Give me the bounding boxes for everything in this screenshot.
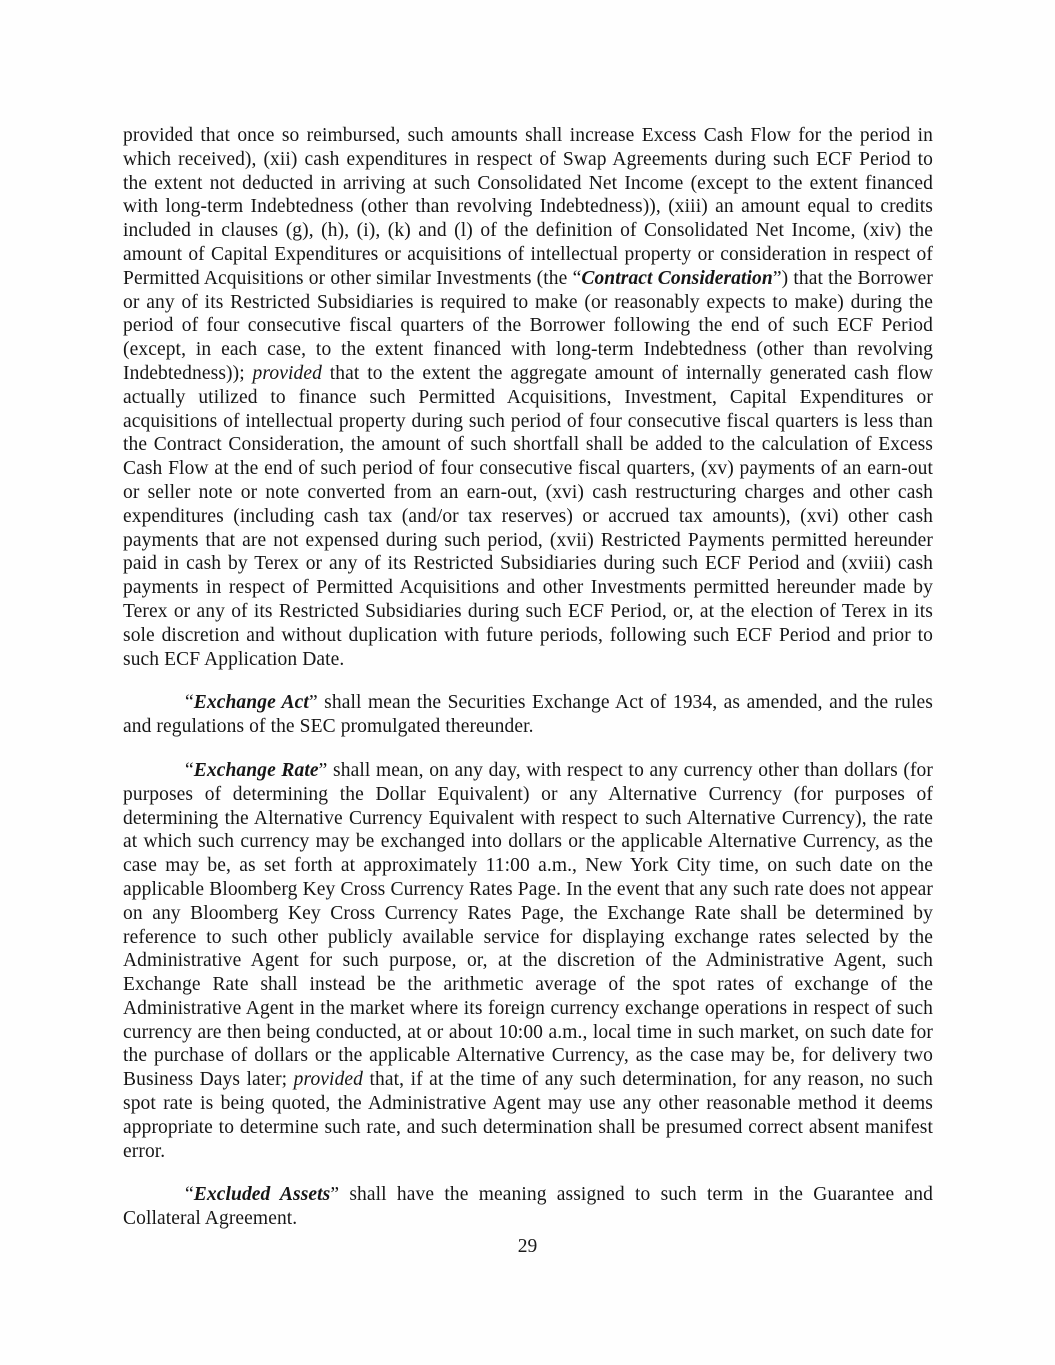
open-quote: “: [185, 1184, 194, 1206]
body-text-run: ” shall have the meaning assigned to such term in the Guarantee and Collateral Agreement.: [123, 1184, 933, 1230]
page-body-text: [123, 124, 933, 1231]
body-text-run: ” shall mean, on any day, with respect to any currency other than dollars (for purposes of determining the Dollar Equivalent) or any Alternative Currency (for purposes of determining the Alternative Currency Equivalent with respect to such Alternative Currency), the rate at which such currency may be exchanged into dollars or the applicable Alternative Currency, as the case may be, as set forth at approximately 11:00 a.m., New York City time, on such date on the applicable Bloomberg Key Cross Currency Rates Page. In the event that any such rate does not appear on any Bloomberg Key Cross Currency Rates Page, the Exchange Rate shall be determined by reference to such other publicly available service for displaying exchange rates selected by the Administrative Agent for such purpose, or, at the discretion of the Administrative Agent, such Exchange Rate shall instead be the arithmetic average of the spot rates of exchange of the Administrative Agent in the market where its foreign currency exchange operations in respect of such currency are then being conducted, at or about 10:00 a.m., local time in such market, on such date for the purchase of dollars or the applicable Alternative Currency, as the case may be, for delivery two Business Days later;: [123, 759, 934, 1091]
paragraph-definition-exchange-rate: [123, 759, 933, 1164]
defined-term-excluded-assets: Excluded Assets: [193, 1184, 331, 1206]
paragraph-excess-cash-flow-clauses: [123, 124, 933, 671]
defined-term-exchange-act: Exchange Act: [193, 692, 309, 714]
open-quote: “: [185, 692, 194, 714]
page-number: 29: [517, 1236, 538, 1257]
defined-term-contract-consideration: Contract Consideration: [581, 267, 773, 289]
body-text-run: ” shall mean the Securities Exchange Act of 1934, as amended, and the rules and regulations of the SEC promulgated thereunder.: [123, 692, 933, 738]
proviso-emphasis: provided: [252, 362, 322, 384]
body-text-run: provided that once so reimbursed, such amounts shall increase Excess Cash Flow for the period in which received), (xii) cash expenditures in respect of Swap Agreements during such ECF Period to the extent not deducted in arriving at such Consolidated Net Income (except to the extent financed with long-term Indebtedness (other than revolving Indebtedness)), (xiii) an amount equal to credits included in clauses (g), (h), (i), (k) and (l) of the definition of Consolidated Net Income, (xiv) the amount of Capital Expenditures or acquisitions of intellectual property or consideration in respect of Permitted Acquisitions or other similar Investments (the “: [123, 125, 933, 289]
body-text-run: ”) that the Borrower or any of its Restricted Subsidiaries is required to make (or reasonably expects to make) during the period of four consecutive fiscal quarters of the Borrower following the end of such ECF Period (except, in each case, to the extent financed with long-term Indebtedness (other than revolving Indebtedness));: [123, 267, 934, 384]
body-text-run: that, if at the time of any such determination, for any reason, no such spot rate is being quoted, the Administrative Agent may use any other reasonable method it deems appropriate to determine such rate, and such determination shall be presumed correct absent manifest error.: [123, 1069, 933, 1162]
body-text-run: that to the extent the aggregate amount of internally generated cash flow actually utilized to finance such Permitted Acquisitions, Investment, Capital Expenditures or acquisitions of intellectual property during such period of four consecutive fiscal quarters is less than the Contract Consideration, the amount of such shortfall shall be added to the calculation of Excess Cash Flow at the end of such period of four consecutive fiscal quarters, (xv) payments of an earn-out or seller note or note converted from an earn-out, (xvi) cash restructuring charges and other cash expenditures (including cash tax (and/or tax reserves) or accrued tax amounts), (xvi) other cash payments that are not expensed during such period, (xvii) Restricted Payments permitted hereunder paid in cash by Terex or any of its Restricted Subsidiaries during such ECF Period and (xviii) cash payments in respect of Permitted Acquisitions and other Investments permitted hereunder made by Terex or any of its Restricted Subsidiaries during such ECF Period, or, at the election of Terex in its sole discretion and without duplication with future periods, following such ECF Period and prior to such ECF Application Date.: [123, 362, 934, 670]
defined-term-exchange-rate: Exchange Rate: [193, 759, 319, 781]
open-quote: “: [185, 759, 194, 781]
paragraph-definition-exchange-act: [123, 691, 933, 739]
proviso-emphasis: provided: [293, 1069, 364, 1091]
paragraph-definition-excluded-assets: [123, 1183, 933, 1231]
